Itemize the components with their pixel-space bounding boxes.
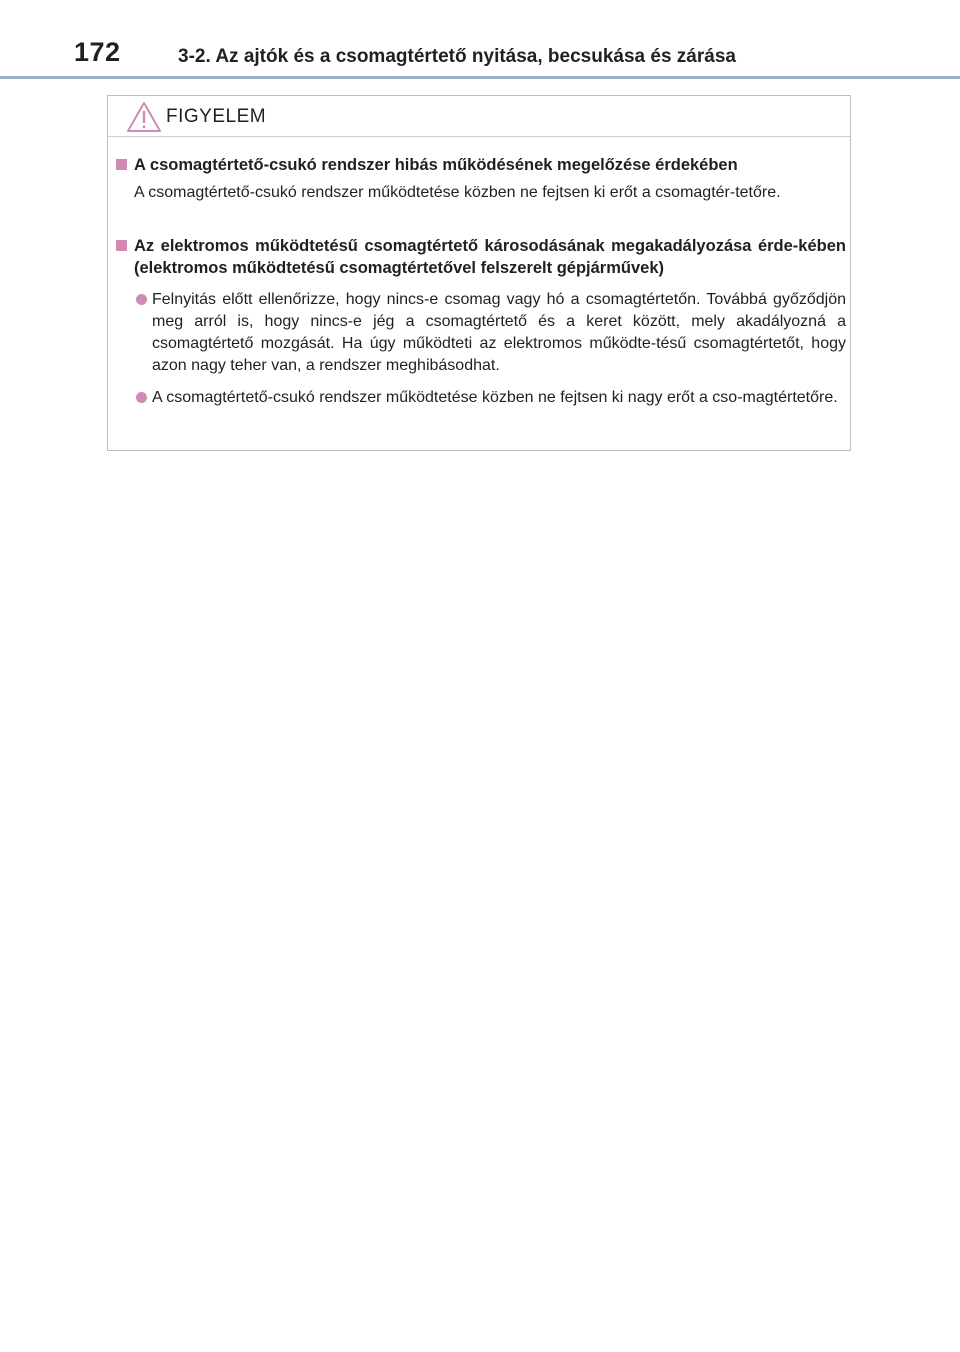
section-heading-text: Az elektromos működtetésű csomagtértető károsodásának megakadályozása érde-kében (elektromos működtetésű csomagtértetővel felszerelt gépjárművek): [134, 237, 846, 277]
list-item-text: Felnyitás előtt ellenőrizze, hogy nincs-e csomag vagy hó a csomagtértetőn. Továbbá győződjön meg arról is, hogy nincs-e jég a csomagtértető és a keret között, mely akadályozná a csomagtértető mozgását. Ha úgy működteti az elektromos működte-tésű csomagtértetőt, hogy azon nagy teher van, a rendszer meghibásodhat.: [152, 291, 846, 374]
warning-section-2: [114, 235, 846, 409]
section-heading-text: A csomagtértető-csukó rendszer hibás működésének megelőzése érdekében: [134, 156, 738, 174]
round-bullet-icon: [136, 294, 147, 305]
warning-box: [107, 95, 851, 451]
page-header: [0, 0, 960, 80]
section-heading: [114, 154, 846, 176]
warning-header: [108, 96, 850, 137]
warning-title: FIGYELEM: [166, 106, 267, 127]
list-item: [114, 289, 846, 377]
round-bullet-icon: [136, 392, 147, 403]
square-bullet-icon: [116, 159, 127, 170]
header-divider: [0, 76, 960, 79]
list-item-text: A csomagtértető-csukó rendszer működtetése közben ne fejtsen ki nagy erőt a cso-magtértetőre.: [152, 389, 838, 406]
chapter-title: 3-2. Az ajtók és a csomagtértető nyitása, becsukása és zárása: [178, 46, 736, 67]
list-item: [114, 387, 846, 409]
page-number: 172: [74, 37, 121, 67]
square-bullet-icon: [116, 240, 127, 251]
section-heading: [114, 235, 846, 279]
warning-section-1: [114, 154, 846, 204]
warning-triangle-icon: [126, 101, 162, 133]
section-body: A csomagtértető-csukó rendszer működtetése közben ne fejtsen ki erőt a csomagtér-tetőre.: [134, 184, 781, 201]
